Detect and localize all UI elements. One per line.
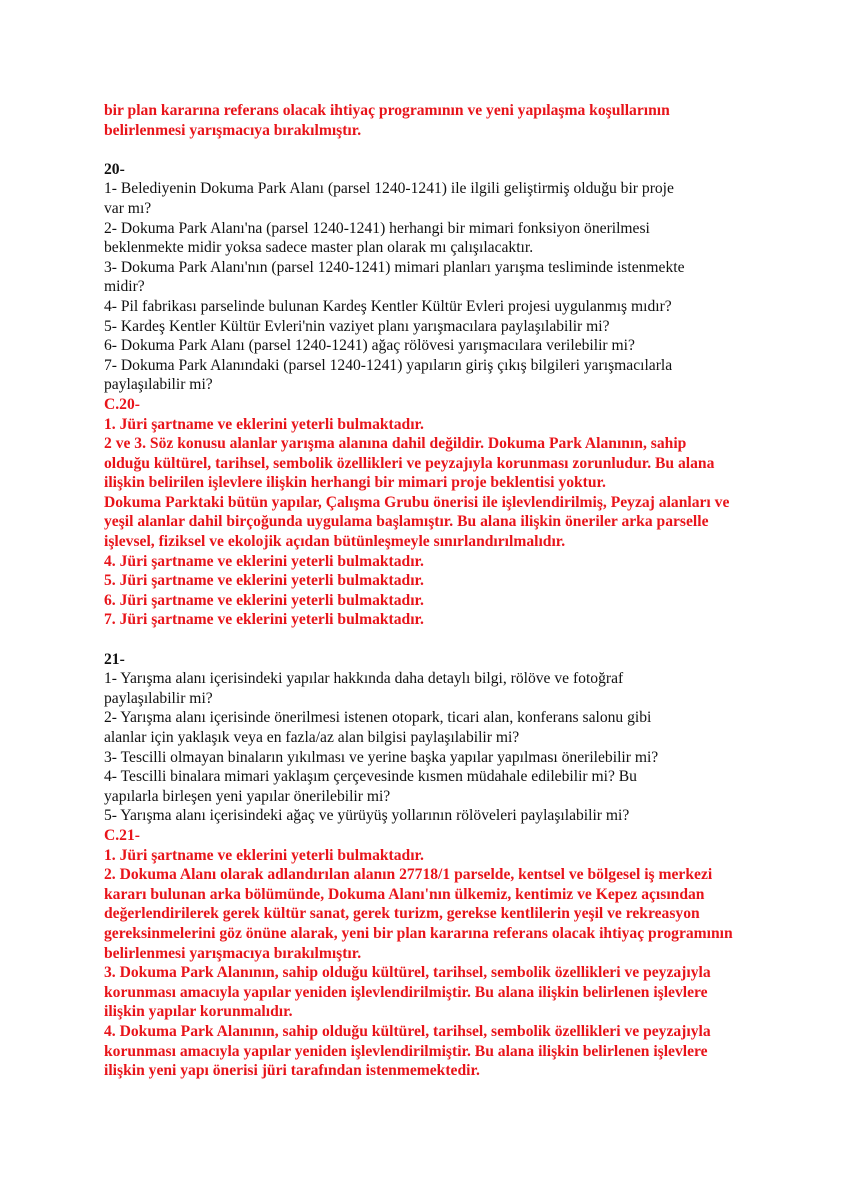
- answer-line: 1. Jüri şartname ve eklerini yeterli bulmaktadır.: [104, 846, 424, 864]
- section-20-heading: 20-: [104, 160, 125, 178]
- question-line: 7- Dokuma Park Alanındaki (parsel 1240-1241) yapıların giriş çıkış bilgileri yarışmacılarla: [104, 356, 673, 374]
- answer-line: 6. Jüri şartname ve eklerini yeterli bulmaktadır.: [104, 591, 424, 609]
- question-line: 2- Yarışma alanı içerisinde önerilmesi istenen otopark, ticari alan, konferans salonu gibi: [104, 709, 652, 727]
- answer-line: kararı bulunan arka bölümünde, Dokuma Alanı'nın ülkemiz, kentimiz ve Kepez açısından: [104, 885, 705, 903]
- answer-21-heading: C.21-: [104, 826, 140, 844]
- answer-line: 1. Jüri şartname ve eklerini yeterli bulmaktadır.: [104, 415, 424, 433]
- section-21-heading: 21-: [104, 650, 125, 668]
- answer-line: 2 ve 3. Söz konusu alanlar yarışma alanına dahil değildir. Dokuma Park Alanının, sahip: [104, 435, 687, 453]
- answer-line: korunması amacıyla yapılar yeniden işlevlendirilmiştir. Bu alana ilişkin belirlenen işlevlere: [104, 983, 708, 1001]
- answer-line: ilişkin belirilen işlevlere ilişkin herhangi bir mimari proje beklentisi yoktur.: [104, 474, 606, 492]
- question-line: 3- Tescilli olmayan binaların yıkılması ve yerine başka yapılar yapılması önerilebilir mi?: [104, 748, 659, 766]
- question-line: paylaşılabilir mi?: [104, 376, 213, 394]
- question-line: beklenmekte midir yoksa sadece master plan olarak mı çalışılacaktır.: [104, 239, 534, 257]
- answer-line: işlevsel, fiziksel ve ekolojik açıdan bütünleşmeyle sınırlandırılmalıdır.: [104, 533, 566, 551]
- question-line: paylaşılabilir mi?: [104, 689, 213, 707]
- question-line: yapılarla birleşen yeni yapılar önerilebilir mi?: [104, 787, 391, 805]
- question-line: 4- Pil fabrikası parselinde bulunan Kardeş Kentler Kültür Evleri projesi uygulanmış mıdır?: [104, 297, 672, 315]
- question-line: midir?: [104, 278, 145, 296]
- question-line: 6- Dokuma Park Alanı (parsel 1240-1241) ağaç rölövesi yarışmacılara verilebilir mi?: [104, 337, 635, 355]
- answer-line: 7. Jüri şartname ve eklerini yeterli bulmaktadır.: [104, 611, 424, 629]
- answer-line: olduğu kültürel, tarihsel, sembolik özellikleri ve peyzajıyla korunması zorunludur. Bu alana: [104, 454, 715, 472]
- question-line: 1- Yarışma alanı içerisindeki yapılar hakkında daha detaylı bilgi, rölöve ve fotoğraf: [104, 670, 624, 688]
- answer-line: Dokuma Parktaki bütün yapılar, Çalışma Grubu önerisi ile işlevlendirilmiş, Peyzaj alanları ve: [104, 493, 730, 511]
- question-line: 1- Belediyenin Dokuma Park Alanı (parsel 1240-1241) ile ilgili geliştirmiş olduğu bir proje: [104, 180, 674, 198]
- spacer: [104, 630, 754, 650]
- answer-line: 4. Jüri şartname ve eklerini yeterli bulmaktadır.: [104, 552, 424, 570]
- question-line: var mı?: [104, 199, 152, 217]
- question-line: 5- Kardeş Kentler Kültür Evleri'nin vaziyet planı yarışmacılara paylaşılabilir mi?: [104, 317, 610, 335]
- answer-line: belirlenmesi yarışmacıya bırakılmıştır.: [104, 944, 362, 962]
- answer-line: ilişkin yapılar korunmalıdır.: [104, 1003, 293, 1021]
- intro-line: belirlenmesi yarışmacıya bırakılmıştır.: [104, 121, 362, 139]
- document-body: [104, 101, 754, 1081]
- question-line: 5- Yarışma alanı içerisindeki ağaç ve yürüyüş yollarının rölöveleri paylaşılabilir mi?: [104, 807, 630, 825]
- answer-20-heading: C.20-: [104, 395, 140, 413]
- answer-line: gereksinmelerini göz önüne alarak, yeni bir plan kararına referans olacak ihtiyaç programının: [104, 924, 733, 942]
- answer-line: yeşil alanlar dahil birçoğunda uygulama başlamıştır. Bu alana ilişkin öneriler arka parselle: [104, 513, 709, 531]
- answer-line: 2. Dokuma Alanı olarak adlandırılan alanın 27718/1 parselde, kentsel ve bölgesel iş merkezi: [104, 866, 713, 884]
- spacer: [104, 140, 754, 160]
- answer-line: 3. Dokuma Park Alanının, sahip olduğu kültürel, tarihsel, sembolik özellikleri ve peyzajıyla: [104, 964, 711, 982]
- answer-line: ilişkin yeni yapı önerisi jüri tarafından istenmemektedir.: [104, 1062, 480, 1080]
- question-line: 3- Dokuma Park Alanı'nın (parsel 1240-1241) mimari planları yarışma tesliminde istenmekte: [104, 258, 685, 276]
- answer-line: korunması amacıyla yapılar yeniden işlevlendirilmiştir. Bu alana ilişkin belirlenen işlevlere: [104, 1042, 708, 1060]
- intro-line: bir plan kararına referans olacak ihtiyaç programının ve yeni yapılaşma koşullarının: [104, 102, 670, 119]
- question-line: alanlar için yaklaşık veya en fazla/az alan bilgisi paylaşılabilir mi?: [104, 729, 520, 746]
- answer-line: 5. Jüri şartname ve eklerini yeterli bulmaktadır.: [104, 572, 424, 590]
- question-line: 4- Tescilli binalara mimari yaklaşım çerçevesinde kısmen müdahale edilebilir mi? Bu: [104, 768, 637, 786]
- answer-line: değerlendirilerek gerek kültür sanat, gerek turizm, gerekse kentlilerin yeşil ve rekreasyon: [104, 905, 700, 923]
- answer-line: 4. Dokuma Park Alanının, sahip olduğu kültürel, tarihsel, sembolik özellikleri ve peyzajıyla: [104, 1022, 711, 1040]
- question-line: 2- Dokuma Park Alanı'na (parsel 1240-1241) herhangi bir mimari fonksiyon önerilmesi: [104, 219, 650, 237]
